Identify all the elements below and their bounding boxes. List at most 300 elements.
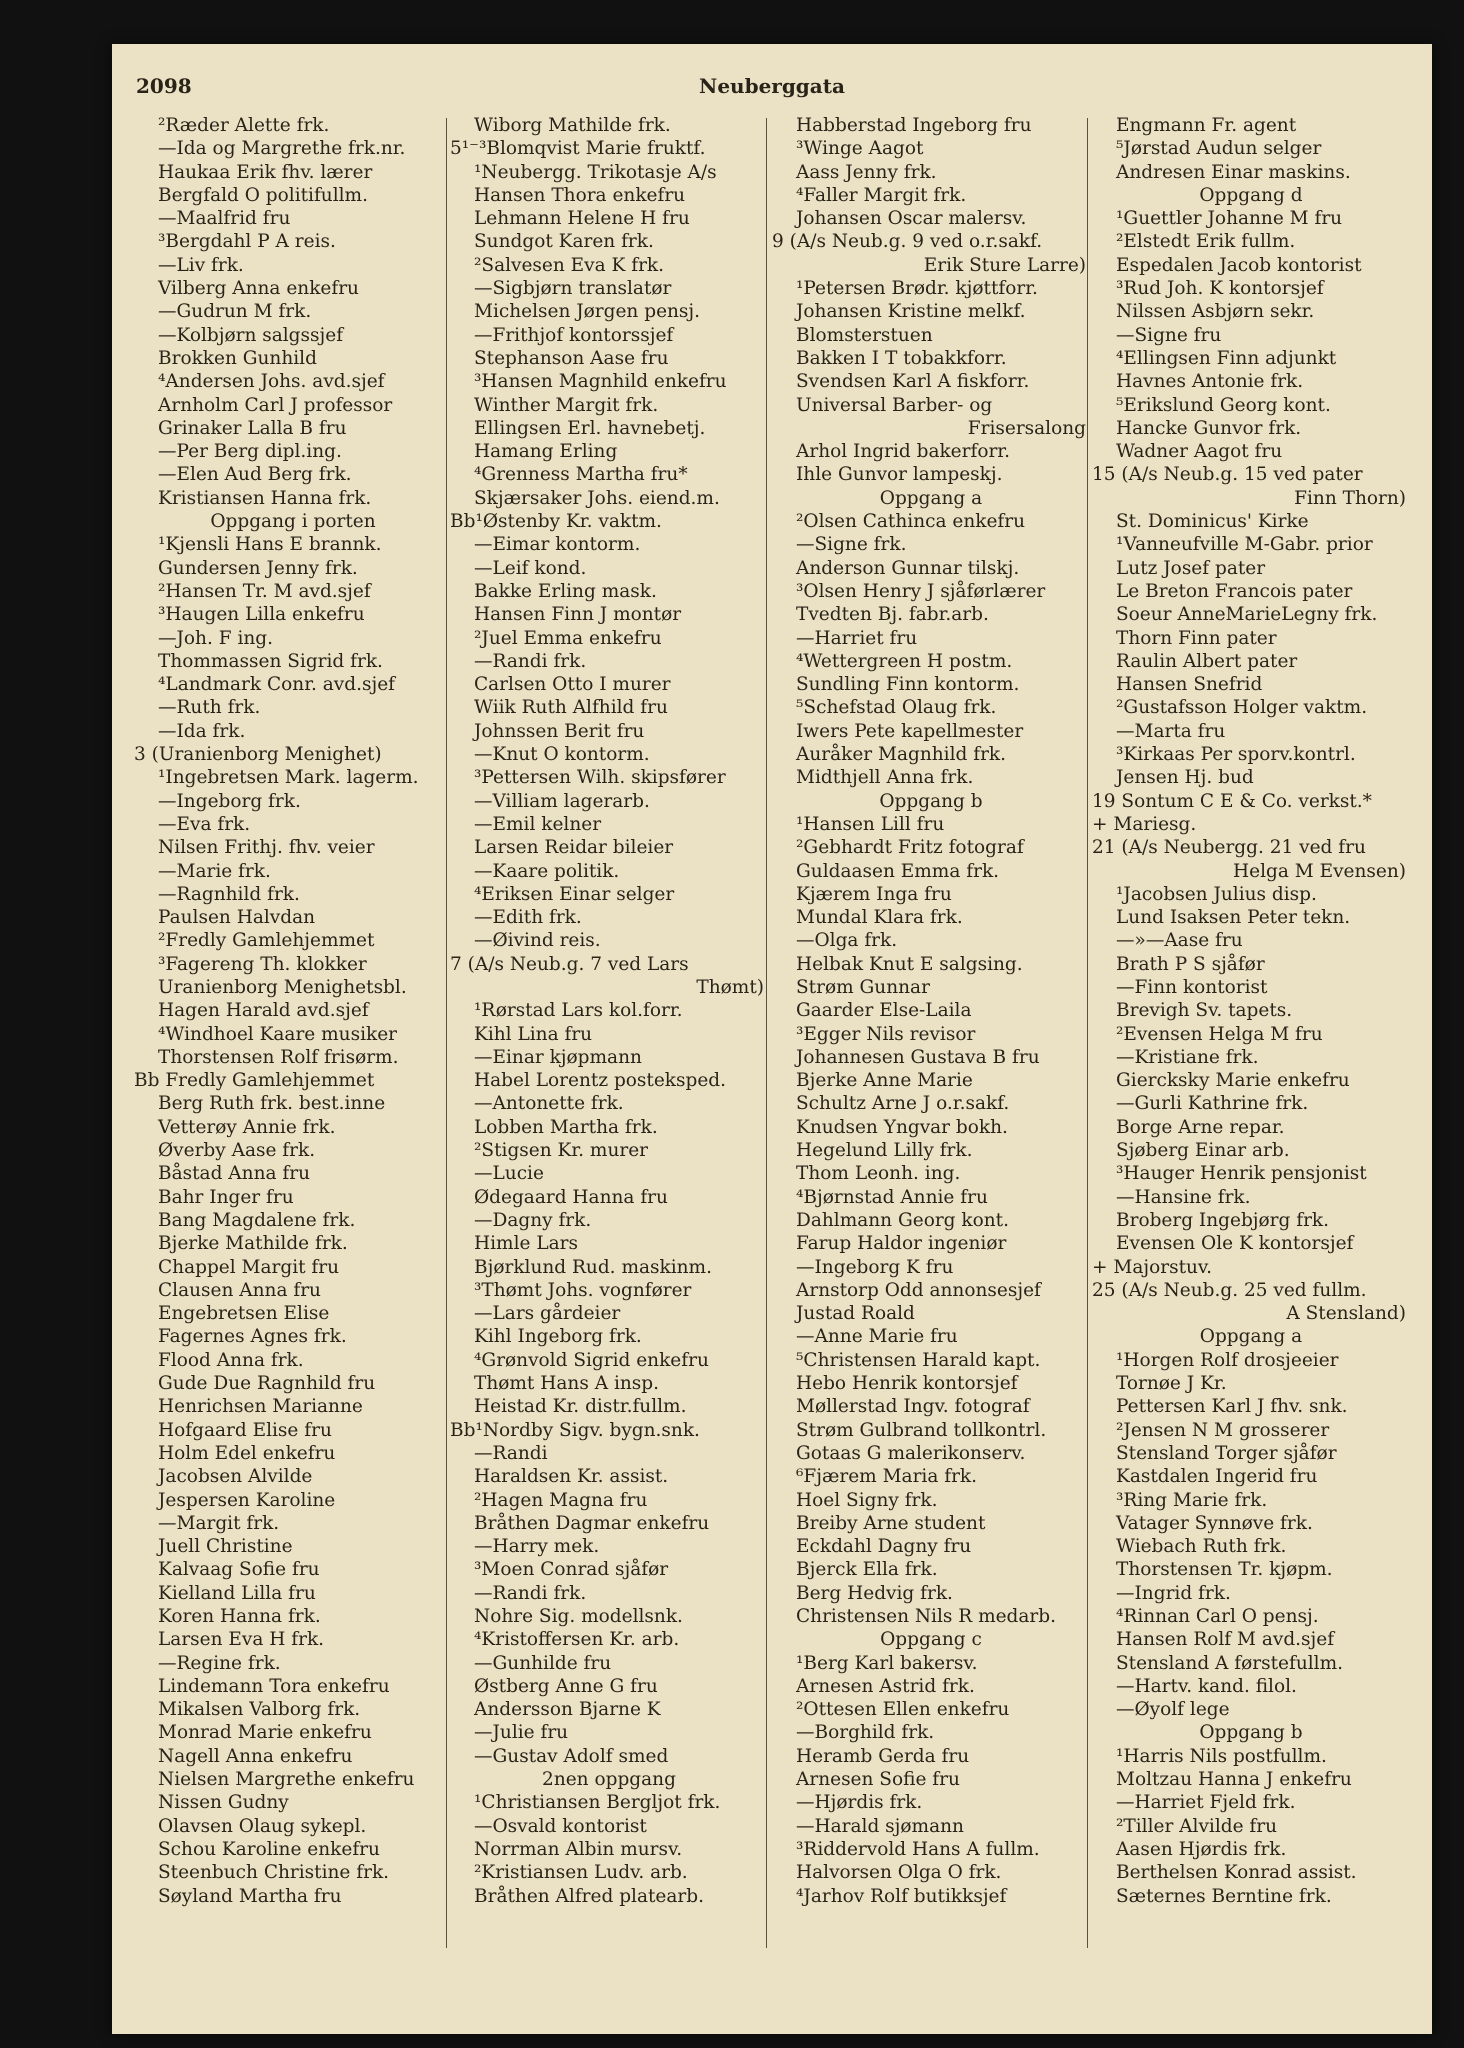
directory-entry: Koren Hanna frk. — [158, 1606, 321, 1627]
directory-column-4 — [1092, 114, 1410, 1908]
directory-entry: ³Ring Marie frk. — [1116, 1489, 1268, 1511]
directory-entry: ⁶Fjærem Maria frk. — [796, 1466, 978, 1488]
directory-entry: Vetterøy Annie frk. — [158, 1116, 336, 1138]
directory-entry: 15 (A/s Neub.g. 15 ved pater — [1092, 464, 1363, 486]
directory-entry: —Hartv. kand. filol. — [1116, 1675, 1297, 1697]
directory-entry: —Kolbjørn salgssjef — [158, 324, 344, 346]
directory-entry: ⁴Eriksen Einar selger — [474, 883, 675, 905]
directory-entry: Midthjell Anna frk. — [796, 767, 974, 789]
directory-entry: Finn Thorn) — [1294, 487, 1406, 509]
directory-entry: Larsen Reidar bileier — [474, 837, 674, 859]
directory-entry: —Dagny frk. — [474, 1209, 592, 1231]
directory-entry: ³Hansen Magnhild enkefru — [474, 371, 727, 393]
directory-entry: ²Hagen Magna fru — [474, 1489, 648, 1511]
directory-entry: Clausen Anna fru — [158, 1279, 321, 1301]
directory-entry: Hamang Erling — [474, 441, 618, 463]
directory-entry: Aasen Hjørdis frk. — [1116, 1838, 1287, 1860]
directory-entry: ¹Hansen Lill fru — [796, 813, 945, 835]
directory-entry: Ødegaard Hanna fru — [474, 1186, 668, 1208]
directory-entry: —Liv frk. — [158, 254, 244, 276]
directory-entry: —Signe fru — [1116, 324, 1222, 346]
directory-entry: ⁴Windhoel Kaare musiker — [158, 1023, 398, 1045]
directory-entry: Berg Hedvig frk. — [796, 1582, 953, 1604]
directory-column-1 — [134, 114, 452, 1908]
directory-entry: Bjerck Ella frk. — [796, 1559, 938, 1581]
directory-entry: Bjerke Mathilde frk. — [158, 1233, 348, 1255]
directory-entry: Guldaasen Emma frk. — [796, 860, 1000, 882]
directory-entry: Borge Arne repar. — [1116, 1116, 1285, 1138]
directory-entry: Monrad Marie enkefru — [158, 1722, 372, 1744]
directory-entry: ³Pettersen Wilh. skipsfører — [474, 767, 726, 789]
directory-entry: —Harry mek. — [474, 1536, 600, 1558]
directory-entry: —Margit frk. — [158, 1512, 280, 1534]
directory-entry: Himle Lars — [474, 1233, 578, 1255]
directory-entry: —Ida og Margrethe frk.nr. — [158, 138, 406, 160]
directory-entry: Nielsen Margrethe enkefru — [158, 1769, 415, 1791]
directory-entry: Iwers Pete kapellmester — [796, 720, 1024, 742]
directory-entry: ²Hansen Tr. M avd.sjef — [158, 580, 371, 602]
directory-entry: Hagen Harald avd.sjef — [158, 1000, 369, 1022]
directory-entry: —Leif kond. — [474, 557, 587, 579]
directory-entry: Oppgang b — [879, 790, 983, 812]
directory-entry: Bergfald O politifullm. — [158, 184, 368, 206]
directory-entry: —Øyolf lege — [1116, 1699, 1230, 1721]
directory-entry: Berthelsen Konrad assist. — [1116, 1862, 1357, 1884]
directory-entry: Gaarder Else-Laila — [796, 1000, 972, 1022]
directory-entry: —Kristiane frk. — [1116, 1046, 1259, 1068]
directory-entry: ²Gebhardt Fritz fotograf — [796, 837, 1024, 859]
directory-entry: Lutz Josef pater — [1116, 557, 1266, 579]
directory-entry: —Hansine frk. — [1116, 1186, 1251, 1208]
directory-entry: Universal Barber- og — [796, 394, 993, 416]
directory-entry: Oppgang b — [1199, 1722, 1303, 1744]
directory-entry: Farup Haldor ingeniør — [796, 1233, 1007, 1255]
directory-entry: Steenbuch Christine frk. — [158, 1862, 390, 1884]
directory-entry: Olavsen Olaug sykepl. — [158, 1815, 367, 1837]
directory-entry: ³Winge Aagot — [796, 138, 924, 160]
directory-entry: —Randi frk. — [474, 1582, 587, 1604]
directory-entry: Bakke Erling mask. — [474, 580, 657, 602]
directory-entry: Helga M Evensen) — [1233, 860, 1406, 882]
directory-entry: Carlsen Otto I murer — [474, 674, 671, 696]
directory-entry: Sundling Finn kontorm. — [796, 674, 1020, 696]
directory-entry: ¹Neubergg. Trikotasje A/s — [474, 161, 717, 183]
directory-entry: St. Dominicus' Kirke — [1116, 511, 1309, 533]
directory-entry: Engebretsen Elise — [158, 1303, 330, 1325]
directory-entry: ³Egger Nils revisor — [796, 1023, 976, 1045]
directory-entry: —Ingeborg frk. — [158, 790, 301, 812]
directory-entry: Gundersen Jenny frk. — [158, 557, 358, 579]
directory-entry: Le Breton Francois pater — [1116, 580, 1353, 602]
directory-entry: Lund Isaksen Peter tekn. — [1116, 907, 1351, 929]
directory-entry: Gotaas G malerikonserv. — [796, 1442, 1026, 1464]
directory-entry: Henrichsen Marianne — [158, 1396, 363, 1418]
directory-entry: ¹Jacobsen Julius disp. — [1116, 883, 1317, 905]
directory-entry: Nissen Gudny — [158, 1792, 289, 1814]
directory-entry: Strøm Gunnar — [796, 976, 930, 998]
directory-entry: Lobben Martha frk. — [474, 1116, 658, 1138]
directory-entry: Arnholm Carl J professor — [158, 394, 393, 416]
directory-entry: —Eimar kontorm. — [474, 534, 641, 556]
directory-entry: ⁴Grenness Martha fru* — [474, 464, 688, 486]
directory-entry: ²Kristiansen Ludv. arb. — [474, 1862, 688, 1884]
directory-entry: Jacobsen Alvilde — [158, 1466, 313, 1488]
directory-entry: —Sigbjørn translatør — [474, 278, 672, 300]
directory-entry: Thommassen Sigrid frk. — [158, 650, 383, 672]
directory-entry: Wiborg Mathilde frk. — [474, 115, 671, 136]
directory-entry: Andresen Einar maskins. — [1116, 161, 1351, 183]
directory-entry: Norrman Albin mursv. — [474, 1838, 683, 1860]
directory-entry: Habel Lorentz posteksped. — [474, 1070, 727, 1092]
directory-entry: —Regine frk. — [158, 1652, 281, 1674]
directory-entry: Thømt Hans A insp. — [474, 1373, 659, 1395]
directory-entry: Arnstorp Odd annonsesjef — [796, 1279, 1041, 1301]
directory-entry: Thom Leonh. ing. — [796, 1163, 961, 1185]
directory-entry: Tvedten Bj. fabr.arb. — [796, 604, 989, 626]
directory-entry: Christensen Nils R medarb. — [796, 1606, 1056, 1627]
directory-entry: Fagernes Agnes frk. — [158, 1326, 347, 1348]
directory-entry: ¹Kjensli Hans E brannk. — [158, 534, 382, 556]
directory-entry: Mundal Klara frk. — [796, 907, 963, 929]
directory-entry: ²Fredly Gamlehjemmet — [158, 930, 375, 952]
directory-entry: Haukaa Erik fhv. lærer — [158, 161, 373, 183]
directory-entry: Thorstensen Tr. kjøpm. — [1116, 1559, 1333, 1581]
directory-entry: Hansen Finn J montør — [474, 604, 682, 626]
directory-entry: ¹Christiansen Bergljot frk. — [474, 1792, 721, 1814]
directory-entry: —Lars gårdeier — [474, 1303, 621, 1325]
directory-entry: ⁴Kristoffersen Kr. arb. — [474, 1629, 680, 1651]
directory-entry: —Eva frk. — [158, 813, 251, 835]
directory-entry: —Gunhilde fru — [474, 1652, 612, 1674]
directory-entry: Brath P S sjåfør — [1116, 953, 1265, 975]
directory-entry: —Kaare politik. — [474, 860, 620, 882]
directory-entry: ¹Vanneufville M-Gabr. prior — [1116, 534, 1373, 556]
directory-entry: Raulin Albert pater — [1116, 650, 1298, 672]
directory-entry: Stephanson Aase fru — [474, 347, 669, 369]
directory-entry: Habberstad Ingeborg fru — [796, 115, 1032, 136]
directory-entry: Helbak Knut E salgsing. — [796, 953, 1023, 975]
directory-entry: —Anne Marie fru — [796, 1326, 958, 1348]
directory-entry: ²Jensen N M grosserer — [1116, 1419, 1330, 1441]
directory-entry: ⁵Erikslund Georg kont. — [1116, 394, 1331, 416]
directory-entry: Oppgang d — [1199, 184, 1303, 206]
directory-entry: Bakken I T tobakkforr. — [796, 347, 1007, 369]
directory-entry: Hancke Gunvor frk. — [1116, 417, 1302, 439]
directory-entry: ⁴Jarhov Rolf butikksjef — [796, 1885, 1007, 1907]
directory-entry: Bjerke Anne Marie — [796, 1070, 973, 1092]
directory-entry: 2nen oppgang — [542, 1769, 676, 1791]
directory-entry: Hansen Rolf M avd.sjef — [1116, 1629, 1335, 1651]
directory-entry: —Emil kelner — [474, 813, 602, 835]
directory-entry: Havnes Antonie frk. — [1116, 371, 1304, 393]
directory-entry: Flood Anna frk. — [158, 1349, 304, 1371]
directory-entry: Sundgot Karen frk. — [474, 231, 654, 253]
directory-entry: —Villiam lagerarb. — [474, 790, 650, 812]
directory-entry: ³Kirkaas Per sporv.kontrl. — [1116, 744, 1356, 766]
directory-entry: —Gurli Kathrine frk. — [1116, 1093, 1309, 1115]
directory-entry: Justad Roald — [796, 1303, 915, 1325]
directory-entry: —Ida frk. — [158, 720, 246, 742]
directory-entry: Nagell Anna enkefru — [158, 1745, 353, 1767]
directory-entry: Holm Edel enkefru — [158, 1442, 336, 1464]
directory-entry: —Randi — [474, 1442, 548, 1464]
directory-entry: Schultz Arne J o.r.sakf. — [796, 1093, 1010, 1115]
directory-entry: —Antonette frk. — [474, 1093, 624, 1115]
directory-entry: Johansen Kristine melkf. — [796, 301, 1026, 323]
directory-entry: Lehmann Helene H fru — [474, 208, 690, 230]
directory-entry: Nohre Sig. modellsnk. — [474, 1606, 683, 1627]
directory-entry: Eckdahl Dagny fru — [796, 1536, 972, 1558]
directory-entry: Wiik Ruth Alfhild fru — [474, 697, 668, 719]
directory-entry: Frisersalong — [967, 417, 1086, 439]
directory-entry: —Julie fru — [474, 1722, 569, 1744]
directory-entry: Oppgang c — [880, 1629, 982, 1651]
directory-entry: + Majorstuv. — [1092, 1256, 1213, 1278]
directory-entry: Hegelund Lilly frk. — [796, 1140, 973, 1162]
directory-entry: Kjærem Inga fru — [796, 883, 952, 905]
directory-entry: 25 (A/s Neub.g. 25 ved fullm. — [1092, 1279, 1367, 1301]
directory-entry: Hofgaard Elise fru — [158, 1419, 332, 1441]
directory-entry: —Signe frk. — [796, 534, 907, 556]
directory-entry: —Hjørdis frk. — [796, 1792, 923, 1814]
directory-entry: Breiby Arne student — [796, 1512, 986, 1534]
directory-entry: 21 (A/s Neubergg. 21 ved fru — [1092, 837, 1366, 859]
directory-entry: Jespersen Karoline — [158, 1489, 336, 1511]
directory-entry: —Osvald kontorist — [474, 1815, 647, 1837]
directory-entry: ⁴Landmark Conr. avd.sjef — [158, 674, 396, 696]
directory-entry: ⁴Andersen Johs. avd.sjef — [158, 371, 385, 393]
directory-entry: Arnesen Astrid frk. — [796, 1675, 975, 1697]
directory-entry: ²Salvesen Eva K frk. — [474, 254, 665, 276]
directory-entry: ³Riddervold Hans A fullm. — [796, 1838, 1040, 1860]
directory-entry: Brokken Gunhild — [158, 347, 317, 369]
directory-entry: 7 (A/s Neub.g. 7 ved Lars — [450, 953, 689, 975]
directory-entry: —Randi frk. — [474, 650, 587, 672]
directory-entry: ¹Berg Karl bakersv. — [796, 1652, 978, 1674]
directory-entry: Hansen Snefrid — [1116, 674, 1263, 696]
directory-entry: Heramb Gerda fru — [796, 1745, 970, 1767]
directory-entry: Kalvaag Sofie fru — [158, 1559, 320, 1581]
directory-entry: Aass Jenny frk. — [796, 161, 937, 183]
directory-entry: Arhol Ingrid bakerforr. — [796, 441, 1010, 463]
directory-entry: Uranienborg Menighetsbl. — [158, 976, 407, 998]
directory-entry: ³Fagereng Th. klokker — [158, 953, 367, 975]
directory-entry: ⁵Schefstad Olaug frk. — [796, 697, 997, 719]
directory-entry: —Edith frk. — [474, 907, 582, 929]
directory-entry: Kielland Lilla fru — [158, 1582, 316, 1604]
directory-entry: Ellingsen Erl. havnebetj. — [474, 417, 706, 439]
directory-entry: ¹Harris Nils postfullm. — [1116, 1745, 1327, 1767]
directory-entry: —Ruth frk. — [158, 697, 261, 719]
directory-entry: ²Olsen Cathinca enkefru — [796, 511, 1026, 533]
directory-entry: —Øivind reis. — [474, 930, 601, 952]
directory-entry: Øverby Aase frk. — [158, 1140, 316, 1162]
directory-entry: —Elen Aud Berg frk. — [158, 464, 352, 486]
directory-entry: —Olga frk. — [796, 930, 898, 952]
directory-entry: Moltzau Hanna J enkefru — [1116, 1769, 1352, 1791]
directory-entry: Kihl Ingeborg frk. — [474, 1326, 642, 1348]
directory-entry: Møllerstad Ingv. fotograf — [796, 1396, 1030, 1418]
directory-entry: —Knut O kontorm. — [474, 744, 650, 766]
directory-entry: Gierckskу Marie enkefru — [1116, 1070, 1350, 1092]
directory-entry: Mikalsen Valborg frk. — [158, 1699, 361, 1721]
directory-entry: ⁵Christensen Harald kapt. — [796, 1349, 1041, 1371]
directory-entry: —Joh. F ing. — [158, 627, 274, 649]
directory-column-2 — [450, 114, 768, 1908]
directory-entry: Nilssen Asbjørn sekr. — [1116, 301, 1315, 323]
directory-entry: Bjørklund Rud. maskinm. — [474, 1256, 712, 1278]
directory-entry: Kihl Lina fru — [474, 1023, 593, 1045]
directory-entry: Knudsen Yngvar bokh. — [796, 1116, 1008, 1138]
directory-entry: ⁵Jørstad Audun selger — [1116, 138, 1322, 160]
directory-entry: Hebo Henrik kontorsjef — [796, 1373, 1018, 1395]
directory-entry: —Harald sjømann — [796, 1815, 964, 1837]
directory-entry: —Finn kontorist — [1116, 976, 1268, 998]
directory-entry: Thorstensen Rolf frisørm. — [158, 1046, 399, 1068]
directory-entry: 3 (Uranienborg Menighet) — [134, 744, 382, 766]
directory-entry: ³Haugen Lilla enkefru — [158, 604, 365, 626]
directory-column-3 — [772, 114, 1090, 1908]
directory-entry: ²Ræder Alette frk. — [158, 115, 330, 136]
directory-entry: —Gustav Adolf smed — [474, 1745, 669, 1767]
directory-page — [112, 44, 1432, 2034]
directory-entry: Heistad Kr. distr.fullm. — [474, 1396, 687, 1418]
directory-entry: Broberg Ingebjørg frk. — [1116, 1209, 1330, 1231]
directory-entry: Bang Magdalene frk. — [158, 1209, 356, 1231]
directory-entry: Vatager Synnøve frk. — [1116, 1512, 1313, 1534]
directory-entry: Oppgang i porten — [210, 511, 376, 533]
directory-entry: ²Gustafsson Holger vaktm. — [1116, 697, 1368, 719]
directory-entry: Sjøberg Einar arb. — [1116, 1140, 1290, 1162]
directory-entry: Wadner Aagot fru — [1116, 441, 1283, 463]
directory-entry: Erik Sture Larre) — [923, 254, 1086, 276]
directory-entry: Lindemann Tora enkefru — [158, 1675, 390, 1697]
directory-entry: Hansen Thora enkefru — [474, 184, 686, 206]
directory-entry: ⁴Bjørnstad Annie fru — [796, 1186, 988, 1208]
directory-entry: Pettersen Karl J fhv. snk. — [1116, 1396, 1348, 1418]
directory-entry: ¹Rørstad Lars kol.forr. — [474, 1000, 683, 1022]
directory-entry: Bb Fredly Gamlehjemmet — [134, 1070, 375, 1092]
directory-entry: ³Bergdahl P A reis. — [158, 231, 336, 253]
directory-entry: Bb¹Nordby Sigv. bygn.snk. — [450, 1419, 700, 1441]
street-title: Neuberggata — [699, 74, 845, 98]
directory-entry: 5¹⁻³Blomqvist Marie fruktf. — [450, 138, 706, 160]
directory-entry: —Harriet fru — [796, 627, 918, 649]
directory-entry: ¹Ingebretsen Mark. lagerm. — [158, 767, 419, 789]
directory-entry: A Stensland) — [1286, 1303, 1406, 1325]
directory-entry: Espedalen Jacob kontorist — [1116, 254, 1362, 276]
directory-entry: Schou Karoline enkefru — [158, 1838, 380, 1860]
directory-entry: Blomsterstuen — [796, 324, 933, 346]
directory-entry: —Per Berg dipl.ing. — [158, 441, 342, 463]
directory-entry: —Harriet Fjeld frk. — [1116, 1792, 1296, 1814]
directory-entry: Paulsen Halvdan — [158, 907, 316, 929]
directory-entry: Skjærsaker Johs. eiend.m. — [474, 487, 720, 509]
directory-entry: Tornøe J Kr. — [1116, 1373, 1227, 1395]
directory-entry: Chappel Margit fru — [158, 1256, 340, 1278]
directory-entry: Brevigh Sv. tapets. — [1116, 1000, 1293, 1022]
directory-entry: ²Ottesen Ellen enkefru — [796, 1699, 1010, 1721]
directory-entry: —Marta fru — [1116, 720, 1226, 742]
page-number: 2098 — [136, 74, 192, 98]
directory-entry: Båstad Anna fru — [158, 1163, 311, 1185]
directory-entry: Haraldsen Kr. assist. — [474, 1466, 669, 1488]
directory-entry: Soeur AnneMarieLegny frk. — [1116, 604, 1378, 626]
directory-entry: —Ragnhild frk. — [158, 883, 300, 905]
directory-entry: Vilberg Anna enkefru — [158, 278, 359, 300]
directory-entry: Berg Ruth frk. best.inne — [158, 1093, 386, 1115]
directory-entry: Wiebach Ruth frk. — [1116, 1536, 1287, 1558]
directory-entry: Thorn Finn pater — [1116, 627, 1277, 649]
directory-entry: —Ingrid frk. — [1116, 1582, 1231, 1604]
directory-entry: Arnesen Sofie fru — [796, 1769, 960, 1791]
directory-entry: Nilsen Frithj. fhv. veier — [158, 837, 375, 859]
page-header — [112, 74, 1432, 108]
directory-entry: ³Moen Conrad sjåfør — [474, 1559, 669, 1581]
directory-entry: ⁴Ellingsen Finn adjunkt — [1116, 347, 1337, 369]
directory-entry: ³Rud Joh. K kontorsjef — [1116, 278, 1324, 300]
directory-entry: Gude Due Ragnhild fru — [158, 1373, 376, 1395]
directory-entry: —Maalfrid fru — [158, 208, 291, 230]
directory-entry: Ihle Gunvor lampeskj. — [796, 464, 1003, 486]
directory-entry: Svendsen Karl A fiskforr. — [796, 371, 1030, 393]
directory-entry: Juell Christine — [158, 1536, 293, 1558]
directory-entry: ¹Petersen Brødr. kjøttforr. — [796, 278, 1038, 300]
directory-entry: Sæternes Berntine frk. — [1116, 1885, 1332, 1907]
directory-entry: ²Evensen Helga M fru — [1116, 1023, 1323, 1045]
directory-entry: ⁴Faller Margit frk. — [796, 184, 967, 206]
directory-entry: —Borghild frk. — [796, 1722, 935, 1744]
directory-entry: Stensland Torger sjåfør — [1116, 1442, 1337, 1464]
directory-entry: ²Stigsen Kr. murer — [474, 1140, 649, 1162]
directory-entry: ²Juel Emma enkefru — [474, 627, 662, 649]
directory-entry: —Einar kjøpmann — [474, 1046, 642, 1068]
directory-entry: Hoel Signy frk. — [796, 1489, 938, 1511]
directory-entry: Strøm Gulbrand tollkontrl. — [796, 1419, 1047, 1441]
directory-entry: Stensland A førstefullm. — [1116, 1652, 1344, 1674]
directory-entry: Kristiansen Hanna frk. — [158, 487, 372, 509]
directory-entry: Michelsen Jørgen pensj. — [474, 301, 701, 323]
directory-entry: Østberg Anne G fru — [474, 1675, 658, 1697]
directory-entry: Anderson Gunnar tilskj. — [796, 557, 1020, 579]
directory-entry: —Ingeborg K fru — [796, 1256, 954, 1278]
directory-entry: ¹Guettler Johanne M fru — [1116, 208, 1343, 230]
directory-entry: ⁴Rinnan Carl O pensj. — [1116, 1606, 1319, 1627]
directory-entry: ³Thømt Johs. vognfører — [474, 1279, 692, 1301]
directory-entry: Auråker Magnhild frk. — [796, 744, 1007, 766]
directory-entry: Oppgang a — [879, 487, 983, 509]
directory-entry: Jensen Hj. bud — [1116, 767, 1254, 789]
directory-entry: Bråthen Dagmar enkefru — [474, 1512, 710, 1534]
directory-entry: Evensen Ole K kontorsjef — [1116, 1233, 1354, 1255]
directory-entry: Bb¹Østenby Kr. vaktm. — [450, 511, 662, 533]
directory-entry: Oppgang a — [1199, 1326, 1303, 1348]
directory-entry: —Frithjof kontorssjef — [474, 324, 674, 346]
directory-entry: ⁴Grønvold Sigrid enkefru — [474, 1349, 709, 1371]
directory-entry: 9 (A/s Neub.g. 9 ved o.r.sakf. — [772, 231, 1043, 253]
directory-entry: ¹Horgen Rolf drosjeeier — [1116, 1349, 1339, 1371]
directory-entry: 19 Sontum C E & Co. verkst.* — [1092, 790, 1372, 812]
directory-entry: Dahlmann Georg kont. — [796, 1209, 1009, 1231]
directory-entry: Bråthen Alfred platearb. — [474, 1885, 704, 1907]
directory-entry: + Mariesg. — [1092, 813, 1197, 835]
directory-entry: ³Hauger Henrik pensjonist — [1116, 1163, 1367, 1185]
directory-entry: Bahr Inger fru — [158, 1186, 294, 1208]
directory-entry: Andersson Bjarne K — [474, 1699, 661, 1721]
directory-entry: —Gudrun M frk. — [158, 301, 312, 323]
directory-entry: Johannesen Gustava B fru — [796, 1046, 1040, 1068]
directory-entry: Halvorsen Olga O frk. — [796, 1862, 1002, 1884]
